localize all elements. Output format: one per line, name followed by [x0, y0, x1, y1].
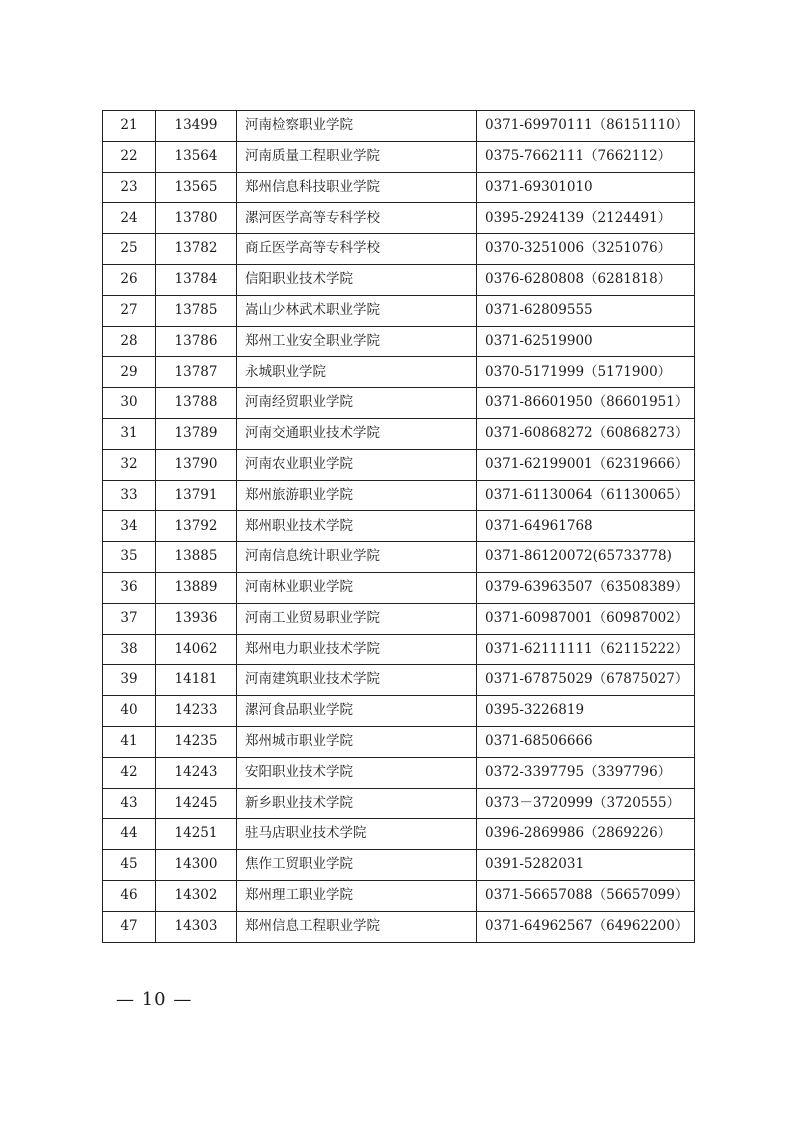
- school-name-cell: 商丘医学高等专科学校: [237, 234, 477, 265]
- school-code-cell: 13787: [156, 357, 237, 388]
- phone-cell: 0379-63963507（63508389）: [477, 572, 695, 603]
- row-number-cell: 29: [103, 357, 156, 388]
- school-code-cell: 13564: [156, 141, 237, 172]
- row-number-cell: 40: [103, 696, 156, 727]
- phone-cell: 0395-3226819: [477, 696, 695, 727]
- row-number-cell: 36: [103, 572, 156, 603]
- school-name-cell: 河南农业职业学院: [237, 449, 477, 480]
- school-code-cell: 13785: [156, 295, 237, 326]
- school-name-cell: 嵩山少林武术职业学院: [237, 295, 477, 326]
- table-row: [103, 295, 695, 326]
- table-row: [103, 757, 695, 788]
- row-number-cell: 35: [103, 542, 156, 573]
- table-row: [103, 603, 695, 634]
- school-name-cell: 河南工业贸易职业学院: [237, 603, 477, 634]
- table-row: [103, 634, 695, 665]
- school-name-cell: 郑州信息科技职业学院: [237, 172, 477, 203]
- table-row: [103, 418, 695, 449]
- row-number-cell: 44: [103, 819, 156, 850]
- phone-cell: 0373－3720999（3720555）: [477, 788, 695, 819]
- school-name-cell: 河南质量工程职业学院: [237, 141, 477, 172]
- school-name-cell: 郑州电力职业技术学院: [237, 634, 477, 665]
- table-row: [103, 572, 695, 603]
- phone-cell: 0371-60987001（60987002）: [477, 603, 695, 634]
- table-row: [103, 357, 695, 388]
- school-code-cell: 13786: [156, 326, 237, 357]
- phone-cell: 0371-56657088（56657099）: [477, 880, 695, 911]
- school-code-cell: 13885: [156, 542, 237, 573]
- school-code-cell: 14302: [156, 880, 237, 911]
- school-code-cell: 13790: [156, 449, 237, 480]
- table-row: [103, 911, 695, 942]
- phone-cell: 0375-7662111（7662112）: [477, 141, 695, 172]
- school-name-cell: 河南林业职业学院: [237, 572, 477, 603]
- phone-cell: 0371-64961768: [477, 511, 695, 542]
- school-code-cell: 13565: [156, 172, 237, 203]
- phone-cell: 0370-3251006（3251076）: [477, 234, 695, 265]
- row-number-cell: 25: [103, 234, 156, 265]
- phone-cell: 0396-2869986（2869226）: [477, 819, 695, 850]
- row-number-cell: 26: [103, 264, 156, 295]
- school-code-cell: 14235: [156, 726, 237, 757]
- phone-cell: 0371-62111111（62115222）: [477, 634, 695, 665]
- phone-cell: 0371-61130064（61130065）: [477, 480, 695, 511]
- school-code-cell: 13788: [156, 388, 237, 419]
- row-number-cell: 28: [103, 326, 156, 357]
- phone-cell: 0371-68506666: [477, 726, 695, 757]
- row-number-cell: 24: [103, 203, 156, 234]
- school-name-cell: 漯河医学高等专科学校: [237, 203, 477, 234]
- school-name-cell: 郑州旅游职业学院: [237, 480, 477, 511]
- phone-cell: 0371-60868272（60868273）: [477, 418, 695, 449]
- table-row: [103, 880, 695, 911]
- row-number-cell: 41: [103, 726, 156, 757]
- school-name-cell: 新乡职业技术学院: [237, 788, 477, 819]
- table-row: [103, 141, 695, 172]
- row-number-cell: 23: [103, 172, 156, 203]
- row-number-cell: 32: [103, 449, 156, 480]
- table-row: [103, 819, 695, 850]
- school-name-cell: 焦作工贸职业学院: [237, 850, 477, 881]
- row-number-cell: 39: [103, 665, 156, 696]
- phone-cell: 0371-69301010: [477, 172, 695, 203]
- row-number-cell: 27: [103, 295, 156, 326]
- table-body: [103, 111, 695, 943]
- phone-cell: 0371-67875029（67875027）: [477, 665, 695, 696]
- phone-cell: 0372-3397795（3397796）: [477, 757, 695, 788]
- school-code-cell: 13780: [156, 203, 237, 234]
- school-code-cell: 13499: [156, 111, 237, 142]
- table-row: [103, 264, 695, 295]
- school-code-cell: 14062: [156, 634, 237, 665]
- row-number-cell: 43: [103, 788, 156, 819]
- school-name-cell: 漯河食品职业学院: [237, 696, 477, 727]
- row-number-cell: 37: [103, 603, 156, 634]
- phone-cell: 0371-62809555: [477, 295, 695, 326]
- phone-cell: 0371-69970111（86151110）: [477, 111, 695, 142]
- table-row: [103, 696, 695, 727]
- school-code-cell: 14233: [156, 696, 237, 727]
- table-row: [103, 542, 695, 573]
- school-contact-table: [102, 110, 695, 943]
- row-number-cell: 33: [103, 480, 156, 511]
- row-number-cell: 22: [103, 141, 156, 172]
- school-code-cell: 13936: [156, 603, 237, 634]
- row-number-cell: 34: [103, 511, 156, 542]
- phone-cell: 0371-86120072(65733778): [477, 542, 695, 573]
- school-name-cell: 郑州职业技术学院: [237, 511, 477, 542]
- phone-cell: 0371-62199001（62319666）: [477, 449, 695, 480]
- row-number-cell: 30: [103, 388, 156, 419]
- school-name-cell: 河南交通职业技术学院: [237, 418, 477, 449]
- school-code-cell: 14181: [156, 665, 237, 696]
- school-name-cell: 郑州工业安全职业学院: [237, 326, 477, 357]
- school-name-cell: 郑州理工职业学院: [237, 880, 477, 911]
- school-code-cell: 13792: [156, 511, 237, 542]
- page-number: — 10 —: [116, 989, 193, 1010]
- phone-cell: 0371-62519900: [477, 326, 695, 357]
- school-code-cell: 13782: [156, 234, 237, 265]
- phone-cell: 0376-6280808（6281818）: [477, 264, 695, 295]
- row-number-cell: 45: [103, 850, 156, 881]
- school-code-cell: 14243: [156, 757, 237, 788]
- table-row: [103, 203, 695, 234]
- school-name-cell: 河南经贸职业学院: [237, 388, 477, 419]
- school-code-cell: 13889: [156, 572, 237, 603]
- school-name-cell: 河南信息统计职业学院: [237, 542, 477, 573]
- phone-cell: 0371-64962567（64962200）: [477, 911, 695, 942]
- school-name-cell: 郑州信息工程职业学院: [237, 911, 477, 942]
- phone-cell: 0395-2924139（2124491）: [477, 203, 695, 234]
- table-row: [103, 480, 695, 511]
- school-name-cell: 郑州城市职业学院: [237, 726, 477, 757]
- row-number-cell: 42: [103, 757, 156, 788]
- school-name-cell: 信阳职业技术学院: [237, 264, 477, 295]
- table-row: [103, 726, 695, 757]
- row-number-cell: 46: [103, 880, 156, 911]
- table-row: [103, 388, 695, 419]
- school-name-cell: 安阳职业技术学院: [237, 757, 477, 788]
- table-row: [103, 449, 695, 480]
- school-code-cell: 13784: [156, 264, 237, 295]
- school-code-cell: 14300: [156, 850, 237, 881]
- table-row: [103, 234, 695, 265]
- row-number-cell: 38: [103, 634, 156, 665]
- table-row: [103, 111, 695, 142]
- school-name-cell: 河南建筑职业技术学院: [237, 665, 477, 696]
- school-code-cell: 14303: [156, 911, 237, 942]
- phone-cell: 0370-5171999（5171900）: [477, 357, 695, 388]
- table-row: [103, 788, 695, 819]
- row-number-cell: 47: [103, 911, 156, 942]
- school-code-cell: 13791: [156, 480, 237, 511]
- table-row: [103, 326, 695, 357]
- table-row: [103, 511, 695, 542]
- row-number-cell: 21: [103, 111, 156, 142]
- school-code-cell: 14245: [156, 788, 237, 819]
- row-number-cell: 31: [103, 418, 156, 449]
- phone-cell: 0371-86601950（86601951）: [477, 388, 695, 419]
- table-row: [103, 172, 695, 203]
- school-code-cell: 14251: [156, 819, 237, 850]
- school-name-cell: 永城职业学院: [237, 357, 477, 388]
- phone-cell: 0391-5282031: [477, 850, 695, 881]
- table-row: [103, 665, 695, 696]
- school-name-cell: 河南检察职业学院: [237, 111, 477, 142]
- table-row: [103, 850, 695, 881]
- school-name-cell: 驻马店职业技术学院: [237, 819, 477, 850]
- school-code-cell: 13789: [156, 418, 237, 449]
